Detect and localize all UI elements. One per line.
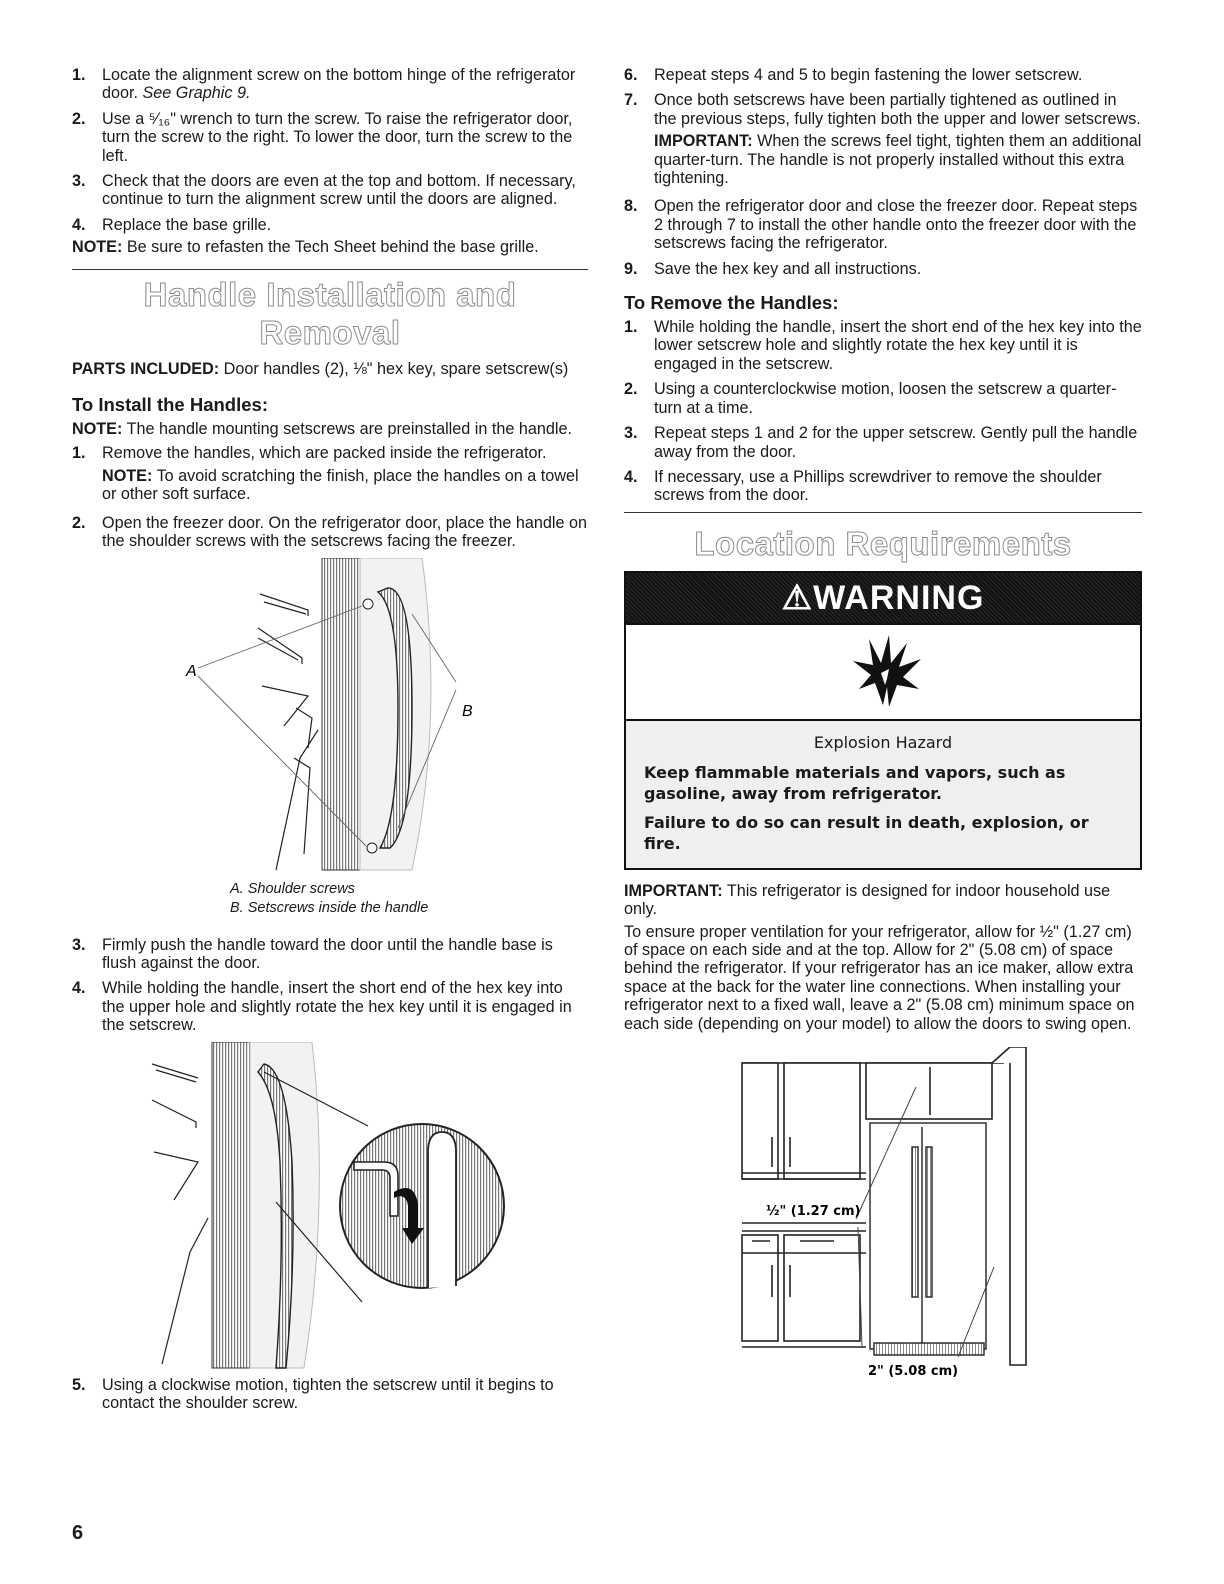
list-item: 3. Firmly push the handle toward the door until the handle base is flush against the door. xyxy=(72,935,553,972)
list-item: 2. Use a ⁵⁄₁₆" wrench to turn the screw. To raise the refrigerator door, turn the screw to the right. To lower the door, turn the screw to the left. xyxy=(72,109,573,165)
important-sub-note: IMPORTANT: When the screws feel tight, tighten them an additional quarter-turn. The handle is not properly installed without this extra tightening. xyxy=(654,132,1142,188)
list-item: 9. Save the hex key and all instructions. xyxy=(624,259,922,278)
list-item: 4. Replace the base grille. xyxy=(72,215,272,234)
warning-line-2: Failure to do so can result in death, explosion, or fire. xyxy=(644,812,1089,853)
alignment-steps xyxy=(72,66,588,234)
wall-panel xyxy=(992,1047,1026,1365)
list-item: 2. Using a counterclockwise motion, loosen the setscrew a quarter-turn at a time. xyxy=(624,380,1117,417)
hazard-title: Explosion Hazard xyxy=(813,732,953,752)
list-item: 5. Using a clockwise motion, tighten the setscrew until it begins to contact the shoulder screw. xyxy=(72,1375,554,1412)
door-edge xyxy=(322,558,360,870)
divider xyxy=(624,512,1142,513)
list-item: 4. If necessary, use a Phillips screwdriver to remove the shoulder screws from the door. xyxy=(624,467,1102,505)
list-item: 2. Open the freezer door. On the refrigerator door, place the handle on the shoulder screws with the setscrews facing the freezer. xyxy=(72,513,588,551)
list-item: 1. Locate the alignment screw on the bottom hinge of the refrigerator door. See Graphic 9. xyxy=(72,66,576,103)
warning-header: ⚠WARNING xyxy=(626,573,1140,623)
explosion-icon xyxy=(845,633,925,713)
shoulder-screw-top xyxy=(363,599,373,609)
refrigerator xyxy=(870,1123,986,1355)
install-sub-note: NOTE: To avoid scratching the finish, place the handles on a towel or other soft surface. xyxy=(102,466,579,504)
zoom-handle xyxy=(428,1132,456,1288)
install-heading: To Install the Handles: xyxy=(72,394,268,416)
list-item: 7. Once both setscrews have been partially tightened as outlined in the previous steps, fully tighten both the upper and lower setscrews. xyxy=(624,91,1141,128)
zoom-circle xyxy=(340,1124,504,1288)
handle-install-figure xyxy=(72,558,588,876)
list-item: 1. Remove the handles, which are packed inside the refrigerator. xyxy=(72,444,547,463)
list-item: 6. Repeat steps 4 and 5 to begin fastening the lower setscrew. xyxy=(624,66,1083,84)
label-b: B xyxy=(462,702,473,720)
list-item: 8. Open the refrigerator door and close the freezer door. Repeat steps 2 through 7 to install the other handle onto the freezer door with the setscrews facing the refrigerator. xyxy=(624,197,1138,253)
warning-body xyxy=(626,721,1140,868)
left-column xyxy=(72,66,588,1419)
label-a: A xyxy=(186,662,197,680)
warning-box xyxy=(624,571,1142,870)
list-item: 4. While holding the handle, insert the short end of the hex key into the upper hole and slightly rotate the hex key until it is engaged in the setscrew. xyxy=(72,979,572,1035)
indoor-use-note: IMPORTANT: This refrigerator is designed for indoor household use only. xyxy=(624,881,1111,919)
figure-caption: A. Shoulder screws B. Setscrews inside the handle xyxy=(230,880,429,916)
base-grille-note: NOTE: Be sure to refasten the Tech Sheet behind the base grille. xyxy=(72,238,539,257)
list-item: 3. Repeat steps 1 and 2 for the upper setscrew. Gently pull the handle away from the door. xyxy=(624,424,1138,461)
section-title-location: Location Requirements xyxy=(694,524,1072,562)
shelf-lines xyxy=(258,594,318,870)
door-edge xyxy=(212,1042,250,1368)
shoulder-screw-bottom xyxy=(367,843,377,853)
right-column xyxy=(624,66,1142,1377)
list-item: 3. Check that the doors are even at the top and bottom. If necessary, continue to turn the alignment screw until the doors are aligned. xyxy=(72,172,576,209)
warning-line-1: Keep flammable materials and vapors, such as gasoline, away from refrigerator. xyxy=(644,762,1066,803)
ventilation-text: To ensure proper ventilation for your refrigerator, allow for ½" (1.27 cm) of space on each side and at the top. Allow for 2" (5.08 cm) of space behind the refrigerator. If your refrigerator has an ice maker, allow extra space at the back for the water line connections. When installing your refrigerator next to a fixed wall, leave a 2" (5.08 cm) minimum space on each side (depending on your model) to allow the doors to swing open. xyxy=(624,922,1135,1033)
shelf-lines xyxy=(152,1064,208,1364)
label-two-inch: 2" (5.08 cm) xyxy=(868,1363,959,1377)
list-item: 1. While holding the handle, insert the short end of the hex key into the lower setscrew hole and slightly rotate the hex key until it is engaged in the setscrew. xyxy=(624,318,1142,373)
label-half-inch: ½" (1.27 cm) xyxy=(766,1203,861,1219)
install-note: NOTE: The handle mounting setscrews are preinstalled in the handle. xyxy=(72,420,572,439)
lower-cabinets xyxy=(742,1223,866,1347)
warning-icon-row xyxy=(626,623,1140,721)
page-number: 6 xyxy=(72,1522,84,1544)
remove-heading: To Remove the Handles: xyxy=(624,292,839,314)
clearance-figure xyxy=(624,1047,1142,1377)
divider xyxy=(72,269,588,270)
hex-key-figure xyxy=(72,1042,588,1370)
section-title-handle: Handle Installation and Removal xyxy=(143,275,517,351)
parts-included: PARTS INCLUDED: Door handles (2), ⅛" hex key, spare setscrew(s) xyxy=(72,359,569,378)
